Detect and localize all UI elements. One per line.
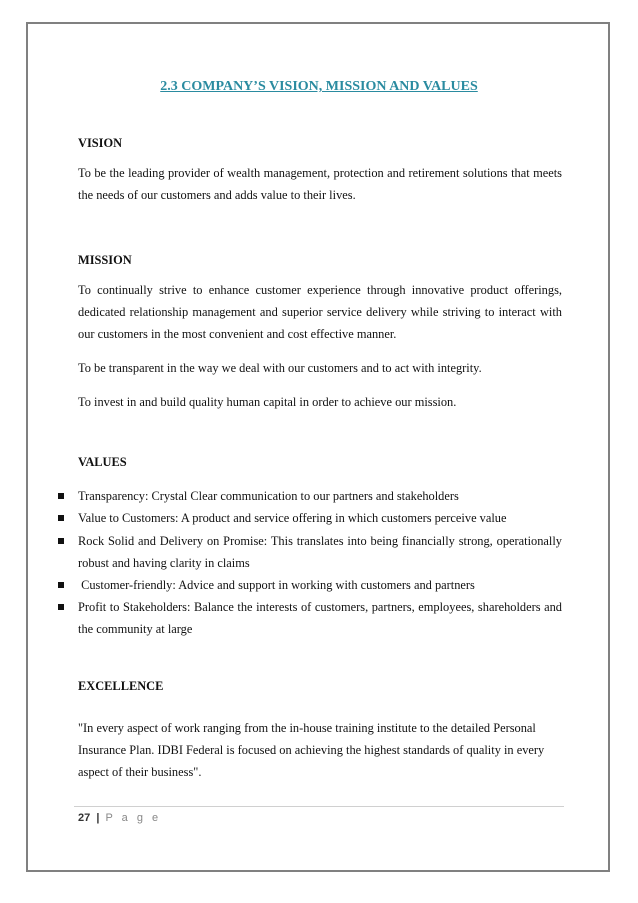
value-item-text: Customer-friendly: Advice and support in working with customers and partners [78, 578, 475, 592]
square-bullet-icon [58, 538, 64, 544]
page-footer [78, 812, 161, 824]
footer-divider [74, 806, 564, 807]
values-heading: VALUES [78, 455, 127, 469]
square-bullet-icon [58, 604, 64, 610]
page-number: 27 [78, 812, 91, 824]
footer-separator: | [96, 812, 100, 824]
excellence-heading: EXCELLENCE [78, 679, 164, 693]
square-bullet-icon [58, 515, 64, 521]
excellence-text: "In every aspect of work ranging from the in-house training institute to the detailed Personal Insurance Plan. IDBI Federal is focused on achieving the highest standards of quality in every aspect of their business". [78, 721, 545, 779]
vision-text: To be the leading provider of wealth management, protection and retirement solutions that meets the needs of our customers and adds value to their lives. [78, 166, 562, 202]
section-title: 2.3 COMPANY’S VISION, MISSION AND VALUES [160, 79, 478, 94]
mission-paragraph-2: To be transparent in the way we deal with our customers and to act with integrity. [78, 361, 482, 375]
mission-heading: MISSION [78, 253, 132, 267]
mission-paragraph-3: To invest in and build quality human capital in order to achieve our mission. [78, 395, 457, 409]
value-item-text: Transparency: Crystal Clear communication to our partners and stakeholders [78, 489, 459, 503]
value-item-text: Value to Customers: A product and service offering in which customers perceive value [78, 511, 507, 525]
mission-paragraph-1: To continually strive to enhance customer experience through innovative product offerings, dedicated relationship management and superior service delivery while striving to interact with our customers in the most convenient and cost effective manner. [78, 283, 562, 341]
vision-heading: VISION [78, 136, 123, 150]
page-label: P a g e [105, 812, 162, 824]
square-bullet-icon [58, 493, 64, 499]
value-item-text: Rock Solid and Delivery on Promise: This translates into being financially strong, operationally robust and having clarity in claims [78, 534, 562, 570]
value-item-text: Profit to Stakeholders: Balance the interests of customers, partners, employees, shareholders and the community at large [78, 600, 562, 636]
square-bullet-icon [58, 582, 64, 588]
